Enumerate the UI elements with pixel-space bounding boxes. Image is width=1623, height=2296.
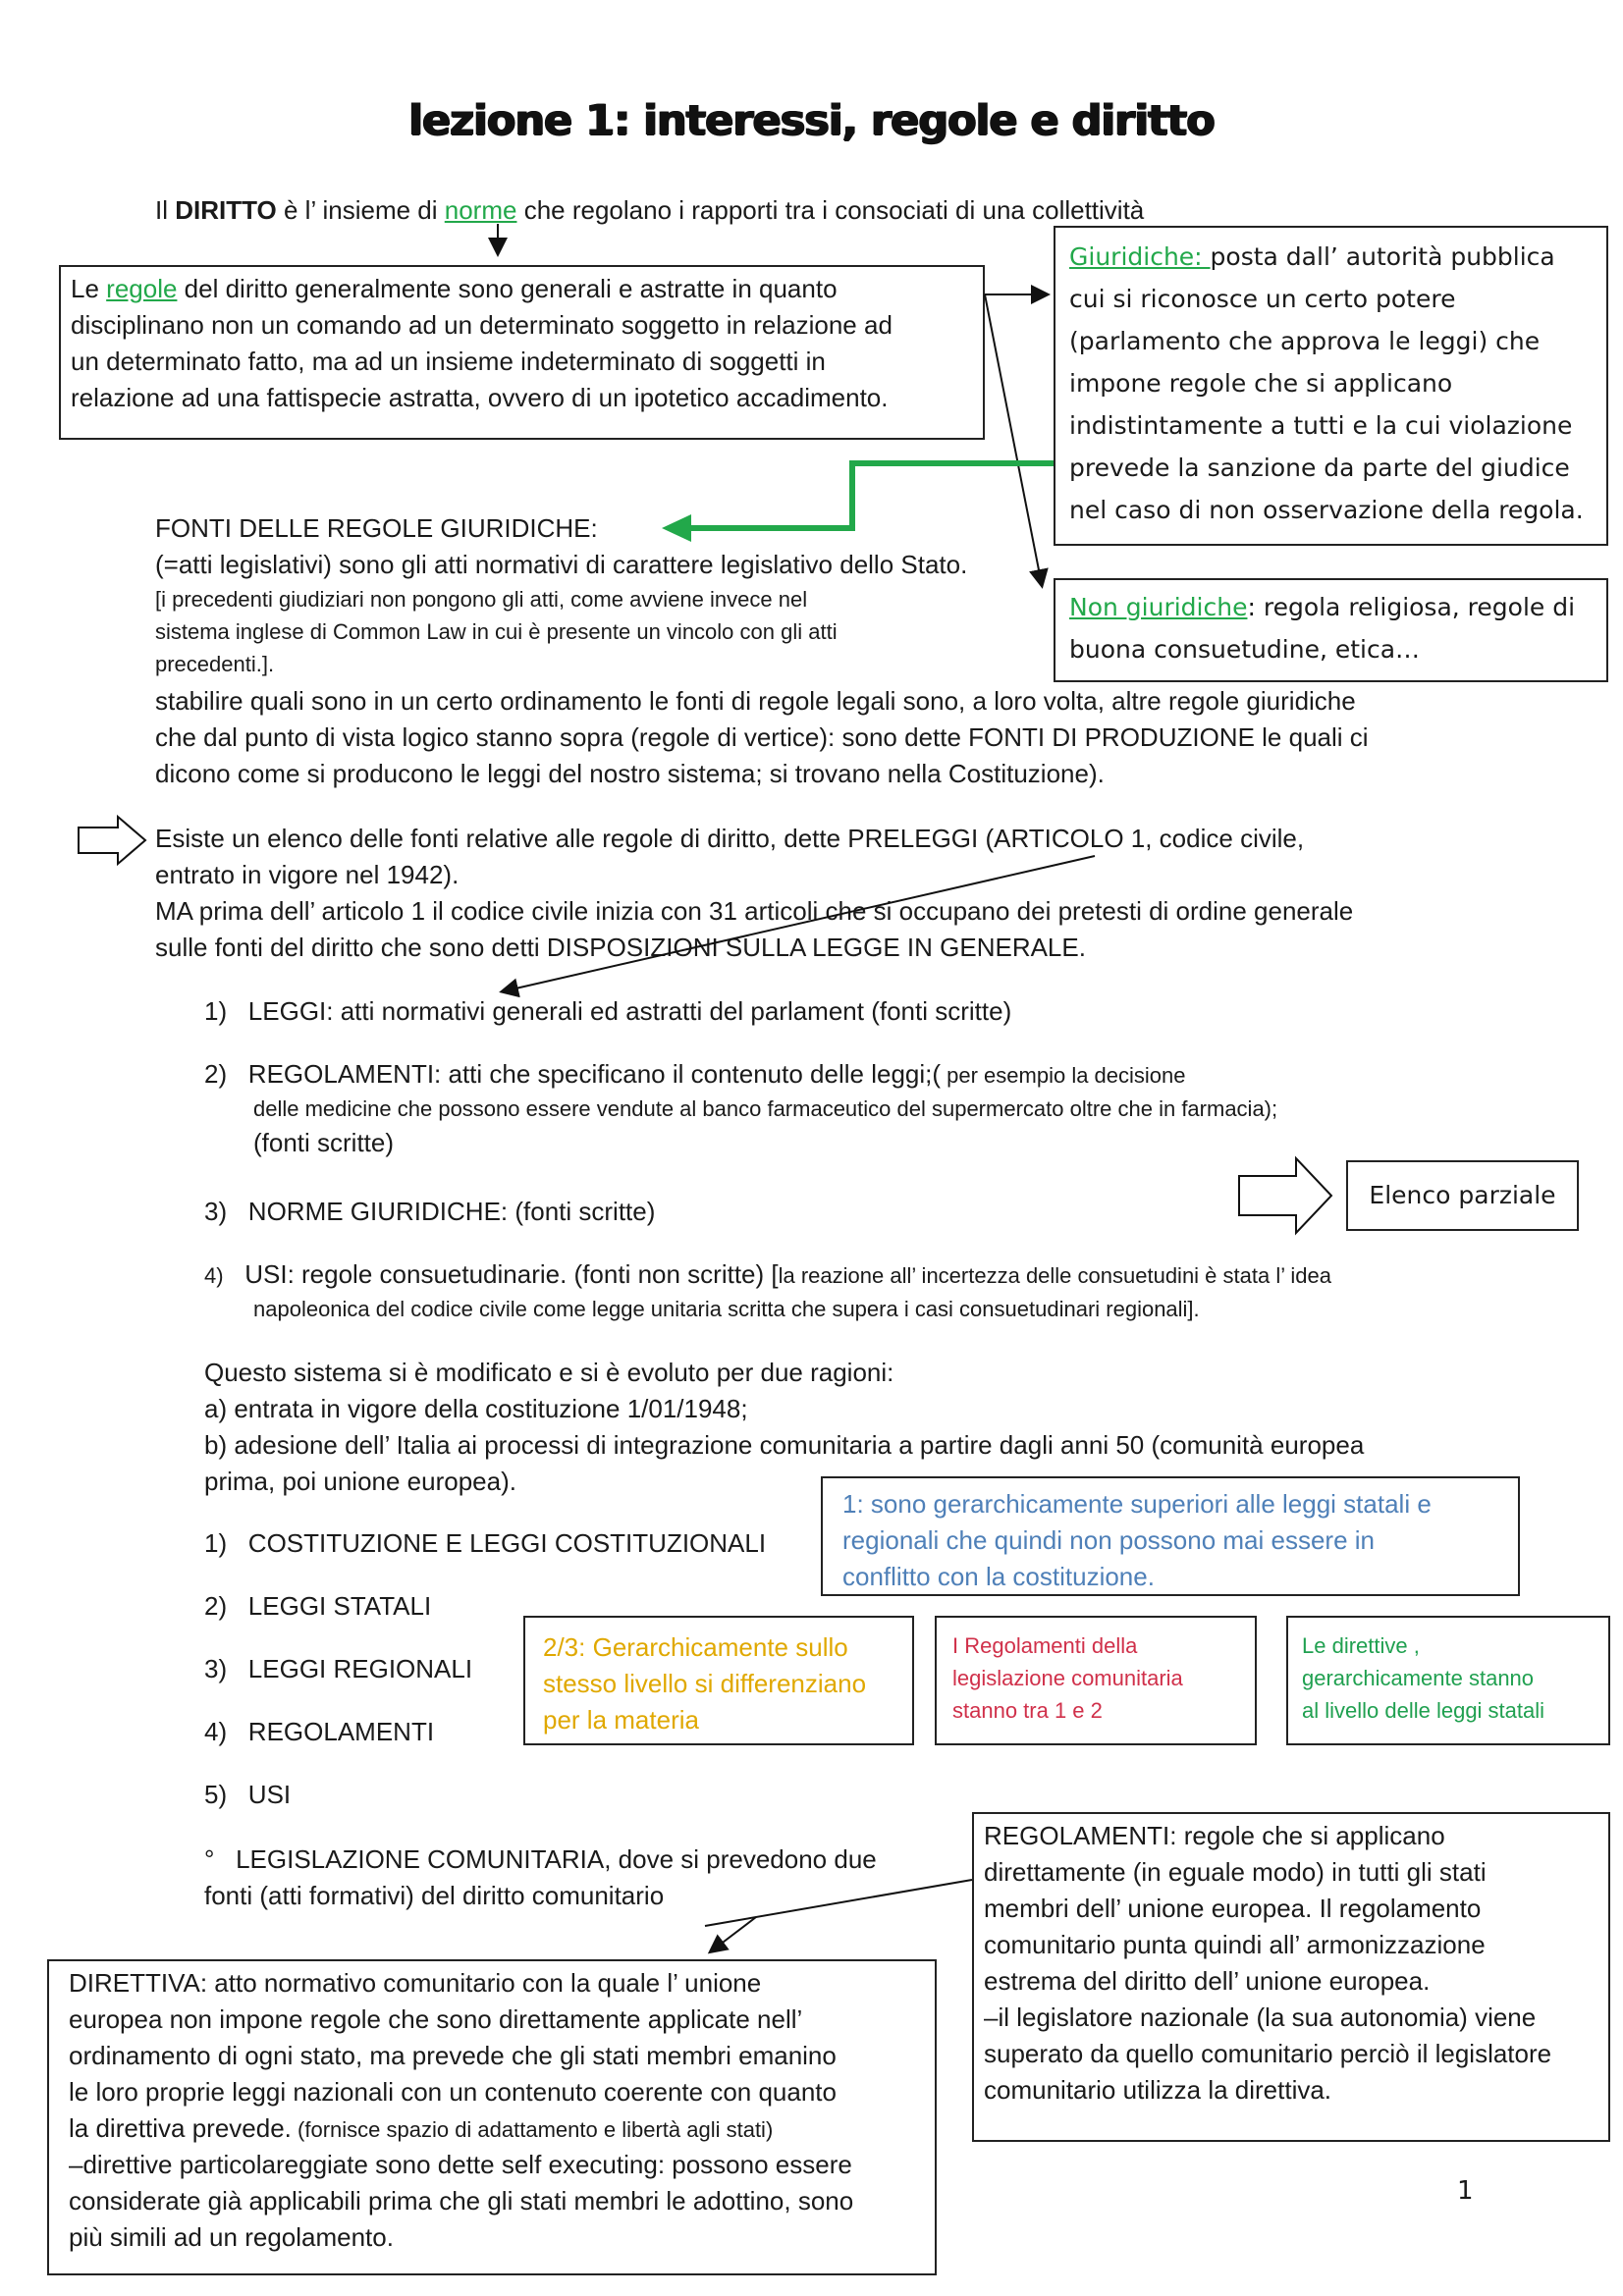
arrow-preleggi [79, 817, 145, 864]
note-line: 2/3: Gerarchicamente sullo [543, 1632, 848, 1662]
regolamenti-line: comunitario utilizza la direttiva. [984, 2075, 1332, 2105]
direttiva-small: (fornisce spazio di adattamento e libertà agli stati) [291, 2117, 774, 2142]
list-number: 4) [204, 1263, 224, 1288]
evoluzione-line: b) adesione dell’ Italia ai processi di integrazione comunitaria a partire dagli anni 50 (comunità europea [204, 1430, 1365, 1460]
arrow-green-head [662, 514, 691, 542]
direttiva-line: considerate già applicabili prima che gli stati membri le adottino, sono [69, 2186, 854, 2216]
bullet: ° [204, 1844, 215, 1874]
list-text: NORME GIURIDICHE: (fonti scritte) [247, 1197, 656, 1226]
intro-pre: Il [155, 195, 176, 225]
fonti-note-line: [i precedenti giudiziari non pongono gli atti, come avviene invece nel [155, 587, 808, 612]
preleggi-line: entrato in vigore nel 1942). [155, 860, 460, 889]
list-number: 1) [204, 996, 228, 1026]
page-title: lezione 1: interessi, regole e diritto [408, 96, 1215, 145]
direttiva-line: la direttiva prevede. [69, 2113, 292, 2143]
giuridiche-line: impone regole che si applicano [1069, 369, 1453, 398]
intro-mid: è l’ insieme di [276, 195, 445, 225]
list-number: 3) [204, 1197, 228, 1226]
note-line: Le direttive , [1302, 1633, 1420, 1658]
non-giuridiche-line: buona consuetudine, etica… [1069, 635, 1421, 664]
direttiva-line: più simili ad un regolamento. [69, 2222, 394, 2252]
list-text: LEGGI STATALI [247, 1591, 432, 1621]
regole-line: un determinato fatto, ma ad un insieme indeterminato di soggetti in [71, 347, 826, 376]
preleggi-line: Esiste un elenco delle fonti relative alle regole di diritto, dette PRELEGGI (ARTICOLO 1, codice civile, [155, 824, 1305, 853]
regole-line: disciplinano non un comando ad un determinato soggetto in relazione ad [71, 310, 893, 340]
list-text: REGOLAMENTI [247, 1717, 435, 1746]
giuridiche-line: prevede la sanzione da parte del giudice [1069, 454, 1570, 482]
list-text: LEGGI: atti normativi generali ed astratti del parlament (fonti scritte) [247, 996, 1012, 1026]
note-line: legislazione comunitaria [952, 1666, 1183, 1690]
note-line: I Regolamenti della [952, 1633, 1138, 1658]
note-line: al livello delle leggi statali [1302, 1698, 1545, 1723]
regolamenti-line: membri dell’ unione europea. Il regolamento [984, 1894, 1482, 1923]
regolamenti-line: estrema del diritto dell’ unione europea. [984, 1966, 1431, 1996]
arrow-green-fonti [687, 463, 1054, 528]
fonti-para-line: stabilire quali sono in un certo ordinamento le fonti di regole legali sono, a loro volta, altre regole giuridiche [155, 686, 1356, 716]
list-number: 3) [204, 1654, 228, 1683]
regolamenti-line: –il legislatore nazionale (la sua autonomia) viene [984, 2002, 1537, 2032]
note-line: stesso livello si differenziano [543, 1669, 867, 1698]
fonti-para-line: che dal punto di vista logico stanno sopra (regole di vertice): sono dette FONTI DI PRODUZIONE le quali ci [155, 722, 1369, 752]
arrow-regolamenti-comunitaria [705, 1880, 972, 1926]
list-number: 2) [204, 1591, 228, 1621]
fonti-heading: FONTI DELLE REGOLE GIURIDICHE: [155, 513, 598, 543]
arrow-elenco-parziale [1239, 1158, 1331, 1233]
regole-link[interactable]: regole [106, 274, 178, 303]
list-text-line: delle medicine che possono essere vendute al banco farmaceutico del supermercato oltre che in farmacia); [253, 1096, 1278, 1121]
regole-line: relazione ad una fattispecie astratta, ovvero di un ipotetico accadimento. [71, 383, 889, 412]
note-line: 1: sono gerarchicamente superiori alle leggi statali e [842, 1489, 1432, 1519]
giuridiche-head: Giuridiche: [1069, 242, 1211, 271]
fonti-note-line: precedenti.]. [155, 652, 275, 676]
comunitaria-line: LEGISLAZIONE COMUNITARIA, dove si prevedono due [236, 1844, 877, 1874]
fonti-para-line: dicono come si producono le leggi del nostro sistema; si trovano nella Costituzione). [155, 759, 1105, 788]
note-line: stanno tra 1 e 2 [952, 1698, 1103, 1723]
giuridiche-line: posta dall’ autorità pubblica [1210, 242, 1555, 271]
arrow-comunitaria-direttiva [711, 1917, 756, 1951]
note-line: gerarchicamente stanno [1302, 1666, 1535, 1690]
evoluzione-line: Questo sistema si è modificato e si è evoluto per due ragioni: [204, 1358, 894, 1387]
list-text: LEGGI REGIONALI [247, 1654, 473, 1683]
comunitaria-line: fonti (atti formativi) del diritto comunitario [204, 1881, 665, 1910]
intro-bold: DIRITTO [175, 195, 277, 225]
fonti-line: (=atti legislativi) sono gli atti normativi di carattere legislativo dello Stato. [155, 550, 968, 579]
list-text: REGOLAMENTI: atti che specificano il contenuto delle leggi;( [247, 1059, 942, 1089]
list-number: 2) [204, 1059, 228, 1089]
direttiva-line: –direttive particolareggiate sono dette self executing: possono essere [69, 2150, 852, 2179]
direttiva-line: DIRETTIVA: atto normativo comunitario con la quale l’ unione [69, 1968, 762, 1998]
arrow-to-non-giuridiche [985, 294, 1042, 585]
giuridiche-line: (parlamento che approva le leggi) che [1069, 327, 1541, 355]
regole-line: del diritto generalmente sono generali e astratte in quanto [177, 274, 838, 303]
list-text-line: (fonti scritte) [253, 1128, 395, 1157]
arrow-articolo-leggi [503, 856, 1095, 991]
list-number: 4) [204, 1717, 228, 1746]
list-text-line: napoleonica del codice civile come legge unitaria scritta che supera i casi consuetudinari regionali]. [253, 1297, 1200, 1321]
direttiva-line: europea non impone regole che sono direttamente applicate nell’ [69, 2004, 803, 2034]
regolamenti-line: superato da quello comunitario perciò il legislatore [984, 2039, 1552, 2068]
note-line: conflitto con la costituzione. [842, 1562, 1155, 1591]
fonti-note-line: sistema inglese di Common Law in cui è presente un vincolo con gli atti [155, 619, 838, 644]
regole-pre: Le [71, 274, 107, 303]
direttiva-line: le loro proprie leggi nazionali con un contenuto coerente con quanto [69, 2077, 837, 2107]
direttiva-line: ordinamento di ogni stato, ma prevede che gli stati membri emanino [69, 2041, 837, 2070]
evoluzione-line: prima, poi unione europea). [204, 1467, 516, 1496]
non-giuridiche-head: Non giuridiche [1069, 593, 1248, 621]
list-text: USI: regole consuetudinarie. (fonti non scritte) [ [244, 1259, 779, 1289]
list-small: la reazione all’ incertezza delle consuetudini è stata l’ idea [778, 1263, 1331, 1288]
intro-post: che regolano i rapporti tra i consociati di una collettività [516, 195, 1145, 225]
norme-link[interactable]: norme [444, 195, 517, 225]
list-text: USI [247, 1780, 292, 1809]
giuridiche-line: cui si riconosce un certo potere [1069, 285, 1456, 313]
preleggi-line: MA prima dell’ articolo 1 il codice civile inizia con 31 articoli che si occupano dei pretesti di ordine generale [155, 896, 1354, 926]
regolamenti-line: direttamente (in eguale modo) in tutti gli stati [984, 1857, 1487, 1887]
preleggi-line: sulle fonti del diritto che sono detti DISPOSIZIONI SULLA LEGGE IN GENERALE. [155, 933, 1086, 962]
evoluzione-line: a) entrata in vigore della costituzione 1/01/1948; [204, 1394, 748, 1423]
note-line: per la materia [543, 1705, 699, 1735]
elenco-parziale-box: Elenco parziale [1346, 1160, 1579, 1231]
giuridiche-line: indistintamente a tutti e la cui violazione [1069, 411, 1573, 440]
regolamenti-line: comunitario punta quindi all’ armonizzazione [984, 1930, 1486, 1959]
list-small: per esempio la decisione [941, 1063, 1186, 1088]
non-giuridiche-line: : regola religiosa, regole di [1247, 593, 1576, 621]
note-line: regionali che quindi non possono mai essere in [842, 1525, 1376, 1555]
list-number: 5) [204, 1780, 228, 1809]
list-number: 1) [204, 1528, 228, 1558]
regolamenti-line: REGOLAMENTI: regole che si applicano [984, 1821, 1445, 1850]
giuridiche-line: nel caso di non osservazione della regola. [1069, 496, 1584, 524]
page-number: 1 [1457, 2176, 1474, 2206]
list-text: COSTITUZIONE E LEGGI COSTITUZIONALI [247, 1528, 767, 1558]
